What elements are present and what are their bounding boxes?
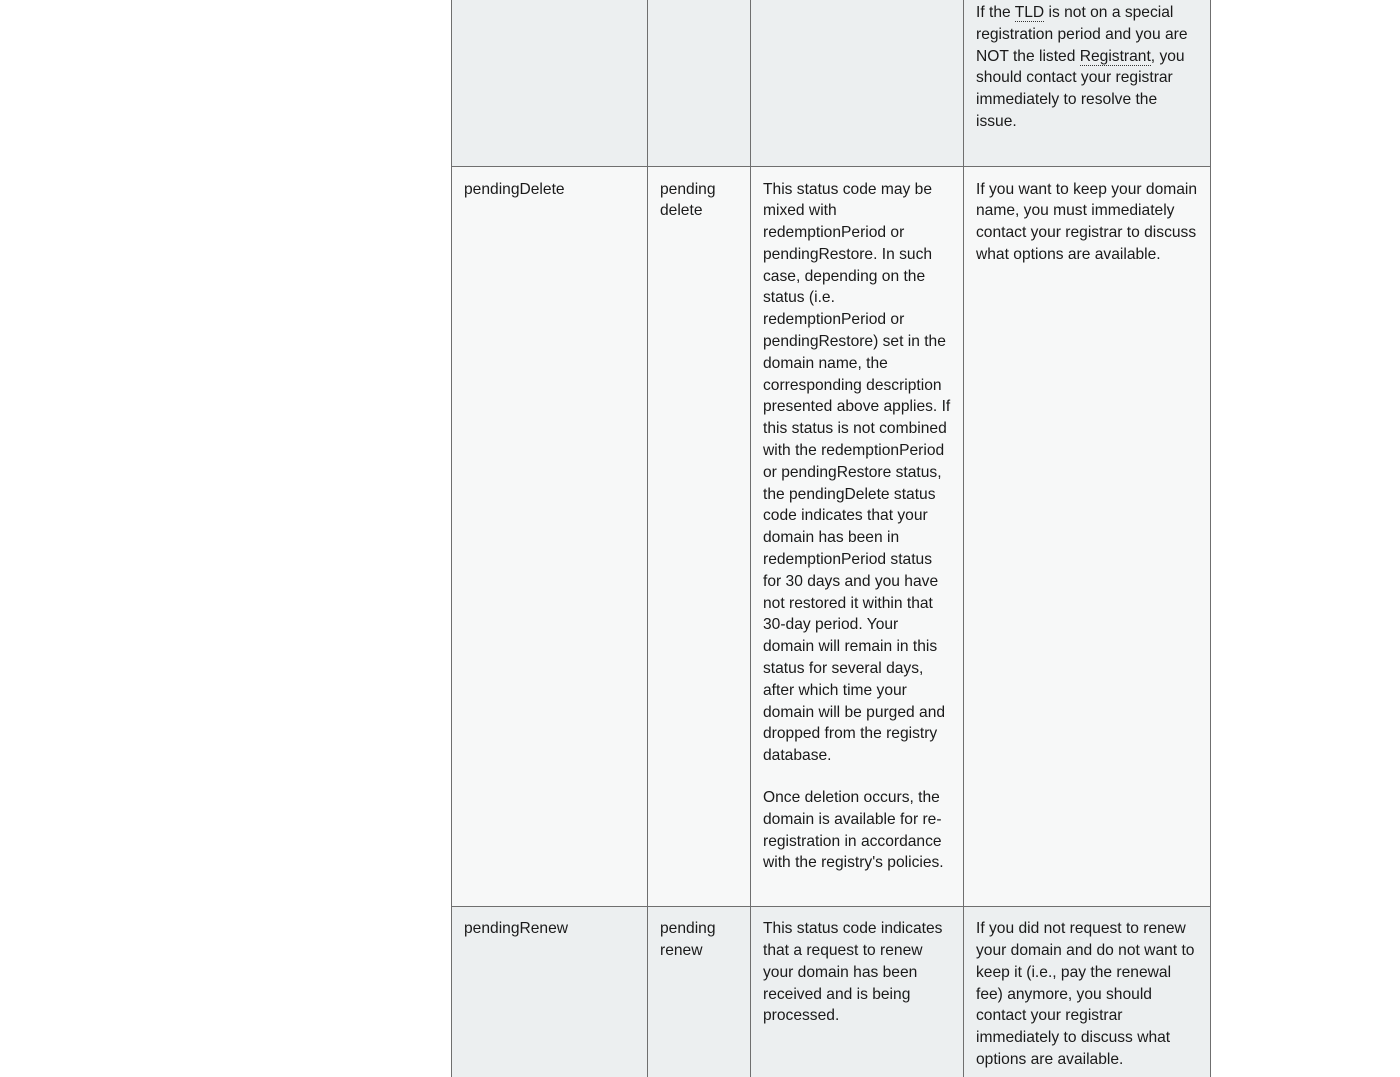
table-row [452, 907, 1211, 1077]
action-cell [964, 0, 1211, 166]
registrant-abbreviation[interactable]: Registrant [1079, 47, 1151, 65]
status-name-cell: pending delete [648, 166, 751, 907]
status-name-cell [648, 0, 751, 166]
description-cell: This status code indicates that a request to renew your domain has been received and is being processed. [751, 907, 964, 1077]
description-paragraph: Once deletion occurs, the domain is available for re-registration in accordance with the registry's policies. [763, 789, 944, 872]
tld-abbreviation[interactable]: TLD [1014, 4, 1045, 21]
description-cell [751, 166, 964, 907]
epp-status-table [451, 0, 1211, 1077]
action-text: If the [976, 4, 1015, 21]
status-code-cell: pendingRenew [452, 907, 648, 1077]
description-cell [751, 0, 964, 166]
status-code-cell [452, 0, 648, 166]
status-name-cell: pending renew [648, 907, 751, 1077]
action-cell: If you want to keep your domain name, you must immediately contact your registrar to discuss what options are available. [964, 166, 1211, 907]
action-text: , you should contact your registrar immediately to resolve the issue. [976, 47, 1185, 130]
status-code-cell: pendingDelete [452, 166, 648, 907]
description-paragraph: This status code may be mixed with redemptionPeriod or pendingRestore. In such case, depending on the status (i.e. redemptionPeriod or pendingRestore) set in the domain name, the corresponding description presented above applies. If this status is not combined with the redemptionPeriod or pendingRestore status, the pendingDelete status code indicates that your domain has been in redemptionPeriod status for 30 days and you have not restored it within that 30-day period. Your domain will remain in this status for several days, after which time your domain will be purged and dropped from the registry database. [763, 180, 951, 765]
table-row [452, 166, 1211, 907]
action-text: is not on a special registration period and you are NOT the listed [976, 4, 1188, 65]
action-cell: If you did not request to renew your domain and do not want to keep it (i.e., pay the renewal fee) anymore, you should contact your registrar immediately to discuss what options are available. [964, 907, 1211, 1077]
table-row [452, 0, 1211, 166]
